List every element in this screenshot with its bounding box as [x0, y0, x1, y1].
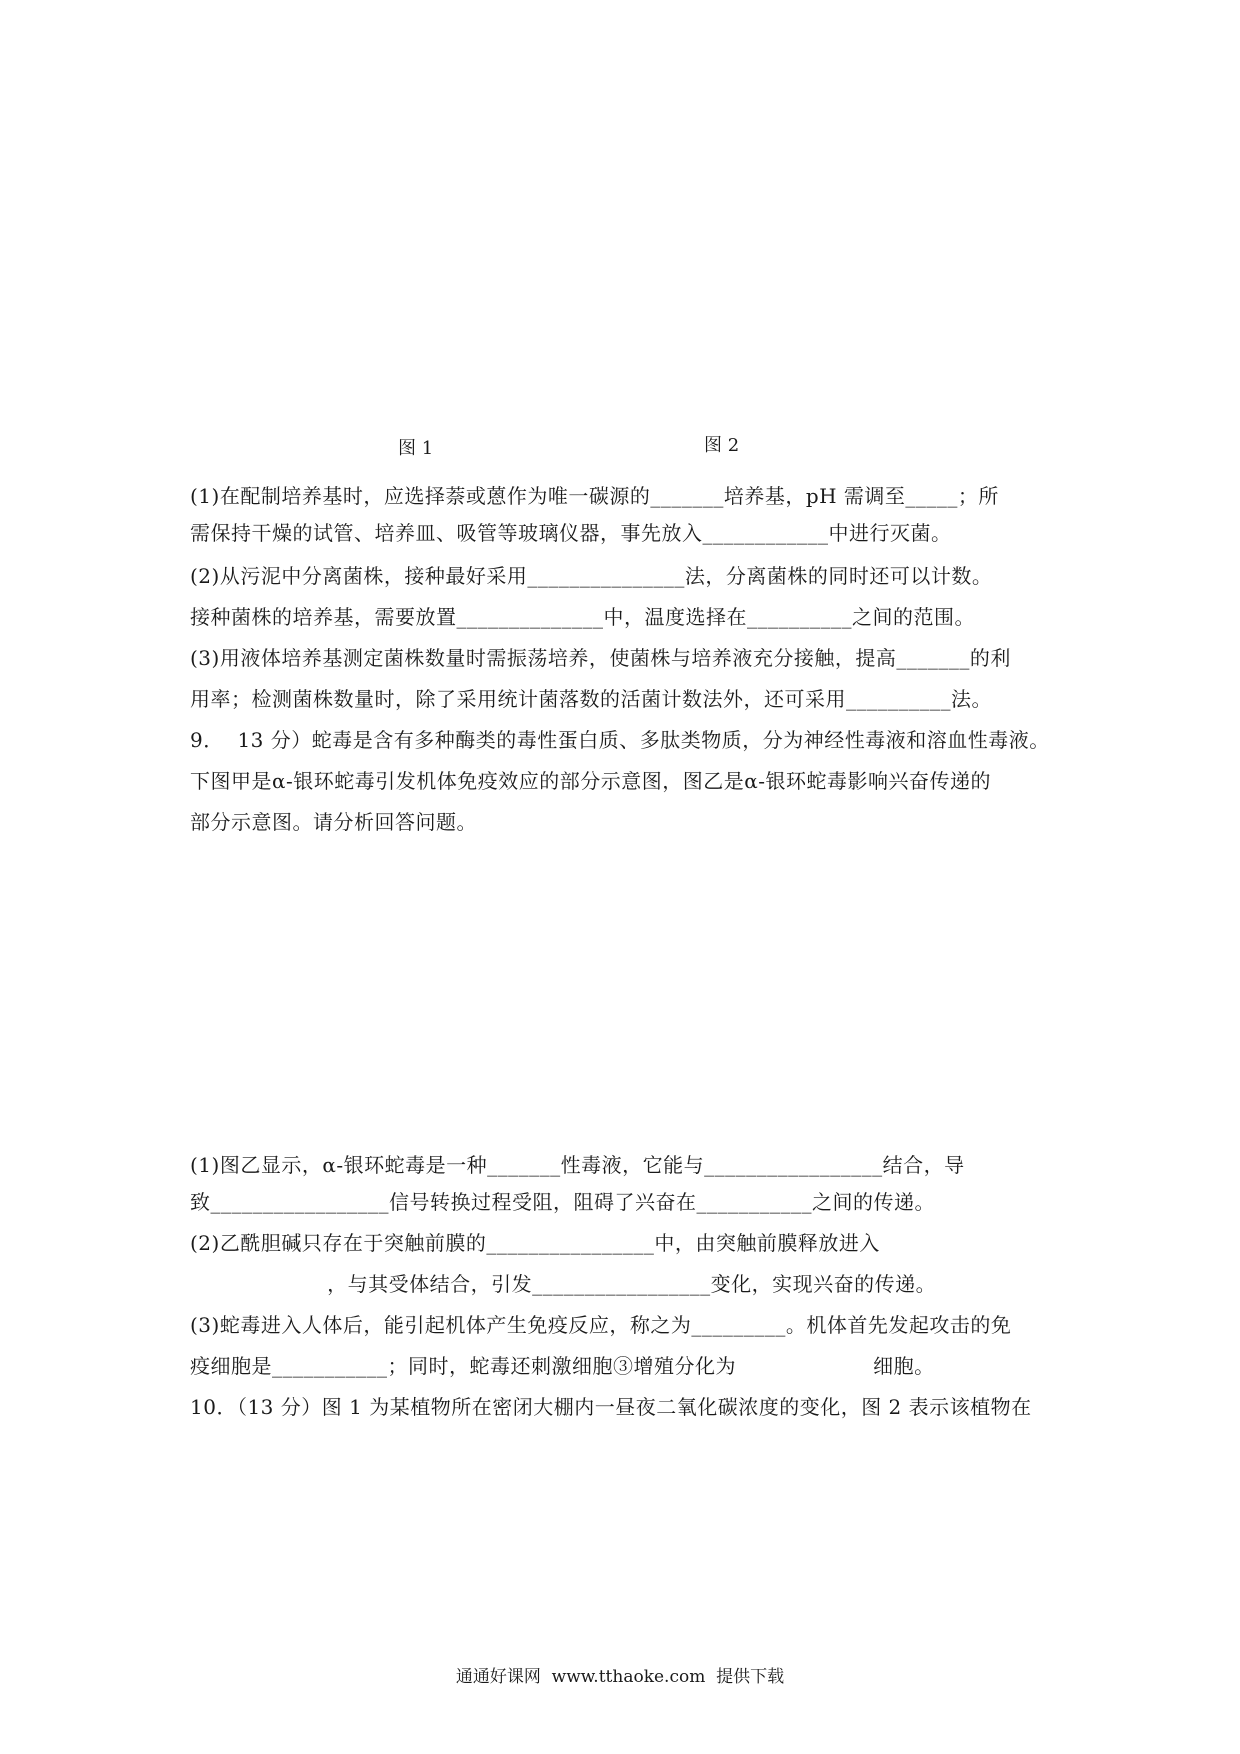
q8-part3-line1: (3)用液体培养基测定菌株数量时需振荡培养，使菌株与培养液充分接触，提高_______的利: [190, 646, 1011, 670]
q9-part2-line1: (2)乙酰胆碱只存在于突触前膜的________________中，由突触前膜释放进入: [190, 1231, 880, 1255]
q9-intro-line3: 部分示意图。请分析回答问题。: [190, 810, 477, 834]
q8-part2-line2: 接种菌株的培养基，需要放置______________中，温度选择在__________之间的范围。: [190, 605, 975, 629]
q9-part3-line1: (3)蛇毒进入人体后，能引起机体产生免疫反应，称之为_________。机体首先发起攻击的免: [190, 1313, 1012, 1337]
q9-intro-line1: 9． 13 分）蛇毒是含有多种酶类的毒性蛋白质、多肽类物质，分为神经性毒液和溶血性毒液。: [190, 728, 1050, 752]
q8-part1-line2: 需保持干燥的试管、培养皿、吸管等玻璃仪器，事先放入____________中进行灭菌。: [190, 521, 952, 545]
figure-2-caption: 图 2: [704, 435, 740, 456]
q9-part3-line2: 疫细胞是___________；同时，蛇毒还刺激细胞③增殖分化为 细胞。: [190, 1354, 935, 1378]
page-footer: 通通好课网 www.tthaoke.com 提供下载: [455, 1667, 785, 1687]
q10-intro-line1: 10．（13 分）图 1 为某植物所在密闭大棚内一昼夜二氧化碳浓度的变化，图 2 表示该植物在: [190, 1395, 1032, 1419]
q9-intro-line2: 下图甲是α-银环蛇毒引发机体免疫效应的部分示意图，图乙是α-银环蛇毒影响兴奋传递的: [190, 769, 992, 793]
q9-part1-line1: (1)图乙显示，α-银环蛇毒是一种_______性毒液，它能与_________________结合，导: [190, 1153, 965, 1177]
q8-part2-line1: (2)从污泥中分离菌株，接种最好采用_______________法，分离菌株的同时还可以计数。: [190, 564, 993, 588]
q9-part2-line2: ，与其受体结合，引发_________________变化，实现兴奋的传递。: [190, 1272, 937, 1296]
figure-1-caption: 图 1: [398, 438, 434, 459]
q8-part1-line1: (1)在配制培养基时，应选择萘或蒽作为唯一碳源的_______培养基，pH 需调至_____；所: [190, 484, 999, 508]
q9-part1-line2: 致_________________信号转换过程受阻，阻碍了兴奋在___________之间的传递。: [190, 1190, 935, 1214]
q8-part3-line2: 用率；检测菌株数量时，除了采用统计菌落数的活菌计数法外，还可采用__________法。: [190, 687, 992, 711]
